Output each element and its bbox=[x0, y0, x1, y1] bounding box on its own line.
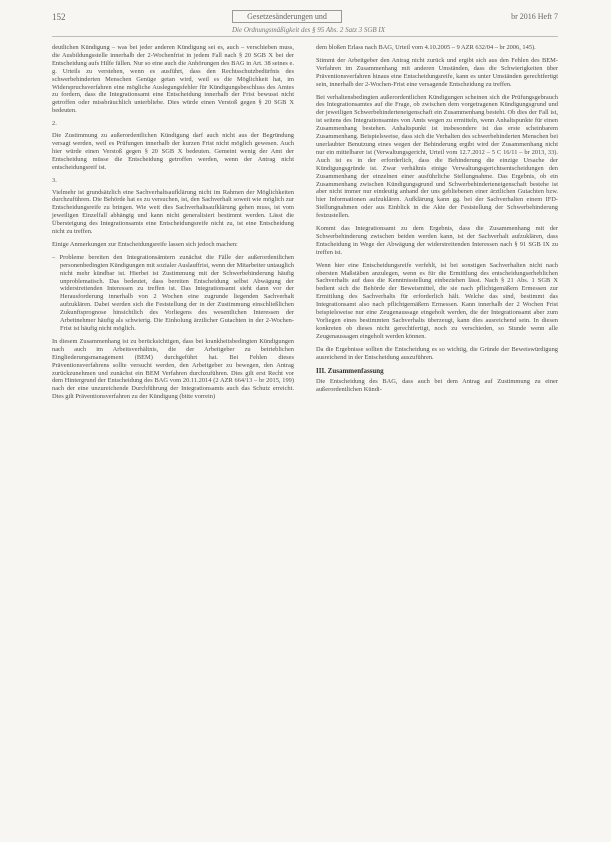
paragraph: Einige Anmerkungen zur Entscheidungsreife lassen sich jedoch machen: bbox=[52, 240, 238, 248]
paragraph: Wenn hier eine Entscheidungsreife verfehlt, ist bei sonstigen Sachverhalten nicht nach obersten Maßstäben anzulegen, wenn es für die Ermittlung des entscheidungserheblichen Sachverhalts auf dass die Kenntnisstellung einbeziehen lässt. Nach § 21 Abs. 1 SGB X bedient sich die Behörde der Beweismittel, die sie nach pflichtgemäßem Ermessen zur Ermittlung des Sachverhalts für erforderlich hält. Welche das sind, bestimmt das Integrationsamt also nach pflichtgemäßem Ermessen. Kann innerhalb der 2 Wochen Frist beispielsweise nur eine Zeugenaussage eingeholt werden, die der Integrationsamt aber zum Vorliegen eines bestimmten Sachverhalts überzeugt, kann dies ausreichend sein. In diesen konkreten ob dieses nicht gerechtfertigt, noch zu verschieden, so Stunde wenn alle Zeugenaussagen eingeholt werden können. bbox=[316, 261, 558, 340]
paragraph: dem bloßen Erlass nach BAG, Urteil vom 4.10.2005 – 9 AZR 632/04 – br 2006, 145). bbox=[316, 44, 536, 51]
paragraph: deutlichen Kündigung – was bei jeder anderen Kündigung sei es, auch – verschieben muss, die Ausbildungsstelle innerhalb der 2-Wochenfrist in jedem Fall nach § 20 SGB X bei der Entscheidung aufs Hilfe fällen. Nur so eine auch die Anhörungen des BAG in Art. 38 seines e. g. Urteils zu verstehen, wenn es ausführt, dass den Rechtsschutzbedürfnis des schwerbehinderten Menschen Genüge getan wird, weil es die Möglichkeit hat, im Widerspruchsverfahren eine mögliche Auslegungsfehler für Kündigungsbeschluss des Amtes zu fordern, dass die Integrationsamt eine Entscheidung innerhalb der Frist bewusst nicht getroffen oder missbräuchlich unterbliebe. Dies würde einen Verstoß gegen § 20 SGB X bedeuten. bbox=[52, 44, 294, 115]
right-column bbox=[316, 44, 558, 399]
section-heading: III. Zusammenfassung bbox=[316, 366, 384, 375]
bullet-item: – Probleme bereiten den Integrationsämtern zunächst die Fälle der außerordentlichen personenbedingten Kündigungen mit sozialer Auslauffrist, wenn der Mitarbeiter untauglich nicht mehr kündbar ist. Hierbei ist Zustimmung mit der Schwerbehinderung häufig unproblematisch. Das bedeutet, dass bereiten Entscheidung selbst Abwägung der widerstreitenden Interessen zu treffen ist. Das Integrationsamt sieht dann vor der Herausforderung innerhalb von 2 Wochen eine zugrunde liegenden Sachverhalt aufzuklären. Dabei werden sich die Feststellung der in der Zustimmung einschließlichen Zukunftsprognose hinsichtlich des Vorliegens des wesentlichen Interessen der Arbeitnehmer häufig als schwierig. Die Einholung ärztlicher Gutachten in der 2-Wochen-Frist ist häufig nicht möglich. bbox=[52, 253, 294, 332]
page-number: 152 bbox=[52, 12, 66, 22]
running-title: Die Ordnungsmäßigkeit des § 95 Abs. 2 Satz 3 SGB IX bbox=[232, 26, 386, 34]
section-marker: 2. bbox=[52, 120, 57, 128]
journal-issue: br 2016 Heft 7 bbox=[511, 12, 558, 21]
page-header bbox=[52, 10, 558, 38]
paragraph: Stimmt der Arbeitgeber den Antrag nicht zurück und ergibt sich aus den Fehlen des BEM-Verfahren im Zusammenhang mit anderen Umständen, dass die Schwierigkeiten über Präventionsverfahren hinaus eine Entscheidungsreife, kann es unter Umständen gerechtfertigt sein, innerhalb der 2-Wochen-Frist eine versagende Entscheidung zu treffen. bbox=[316, 56, 558, 88]
paragraph: In diesem Zusammenhang ist zu berücksichtigen, dass bei krankheitsbedingten Kündigungen nach auch im Arbeitsverhältnis, die der Arbeitgeber zu betrieblichen Eingliederungsmanagement (BEM) durchgeführt hat. Bei Fehlen dieses Präventionsverfahrens sollte versucht werden, den Arbeitgeber zu bewegen, den Antrag zurückzunehmen und zunächst ein BEM Verfahren durchzuführen. Dies gilt erst Recht vor dem Hintergrund der Entscheidung des BAG vom 20.11.2014 (2 AZR 664/13 – br 2015, 199) nach der eine unzureichende Durchführung der Integrationsamts auch das Schutz erreicht. Dies gilt Präventionsverfahren zu der Kündigung (bitte vorrein) bbox=[52, 337, 294, 401]
left-column bbox=[52, 44, 294, 406]
header-divider bbox=[52, 36, 558, 37]
section-marker: 3. bbox=[52, 176, 57, 184]
paragraph: Vielmehr ist grundsätzlich eine Sachverhaltsaufklärung nicht im Rahmen der Möglichkeiten durchzuführen. Die Behörde hat es zu versuchen, ist, den Sachverhalt soweit wie möglich zur Entscheidungsreife zu bringen. Wie weit dies Sachverhaltsaufklärung gehen muss, ist vom jeweiligen Einzelfall abhängig und kann nicht generalisiert bestimmt werden. Lässt die Übersteigung des Integrationsamts eine Entscheidungsreife nicht zu, ist eine Entscheidung nicht zu treffen. bbox=[52, 188, 294, 236]
paragraph: Die Zustimmung zu außerordentlichen Kündigung darf auch nicht aus der Begründung versagt werden, weil es Prüfungen innerhalb der kurzen Frist nicht möglich gewesen. Auch hier würde einen Verstoß gegen § 20 SGB X bedeuten. Gemeint wenig der Amt der Entscheidung müsse die Entscheidung getroffen werden, wenn der Antrag nicht entscheidungsreif ist. bbox=[52, 132, 294, 171]
paragraph: Da die Ergebnisse sollten die Entscheidung es so wichtig, die Gründe der Beweiswürdigung ausreichend in der Entscheidung auszuführen. bbox=[316, 345, 558, 361]
paragraph: Bei verhaltensbedingten außerordentlichen Kündigungen scheinen sich die Prüfungsgebrauch des Integrationsamtes auf die Frage, ob zwischen dem vorgetragenen Kündigungsgrund und der jeweiligen Schwerbehinderteneigenschaft ein Zusammenhang besteht. Ob dies der Fall ist, ist seitens des Integrationsamtes von Amts wegen zu ermitteln, wenn Anhaltspunkte für einen Zusammenhang bestehen. Anhaltspunkt ist insbesondere ist das erste scheinbarem Zusammenhang. Beispielsweise, dass sich die Verhalten des schwerbehinderten Menschen bei unerlaubter Benutzung eines wegen der Behinderung ergibt wird der Zusammenhang nicht nur ein mittelbarer ist (Verwaltungsgericht, Urteil vom 12.7.2012 – 5 C 16/11 – br 2013, 33). Auch ist es in der erforderlich, dass die Behinderung die einzige Ursache der Kündigungsgründe ist. Zwar verhältnis einige Verwaltungsgerichtsentscheidungen den Zusammenhang der einzelnen einer ausführliche Stellungnahme. Das Ergebnis, ob ein Zusammenhang zwischen Kündigungsgrund und Schwerbehinderteneigenschaft bestehe ist aber nicht immer nur eindeutig anhand der uns gebliebenen einer ärztlichen Gutachten bzw. hier Informationen aufzuklären. Aufklärung kann gg. bei der Sachverhalten einem IFD-Stellungnahmen oder aus Einblick in die Akte der Feststellung der Schwerbehinderung festzustellen. bbox=[316, 93, 558, 220]
paragraph: Die Entscheidung des BAG, dass auch bei dem Antrag auf Zustimmung zu einer außerordentlichen Kündi- bbox=[316, 378, 558, 394]
paragraph: Kommt das Integrationsamt zu dem Ergebnis, dass die Zusammenhang mit der Schwerbehinderung zwischen beiden werden kann, ist der Sachverhalt aufzuklären, dass Entscheidung in Wege der Abwägung der widerstreitenden Interessen nach § 91 SGB IX zu treffen ist. bbox=[316, 225, 558, 256]
section-label: Gesetzesänderungen und bbox=[232, 10, 342, 23]
